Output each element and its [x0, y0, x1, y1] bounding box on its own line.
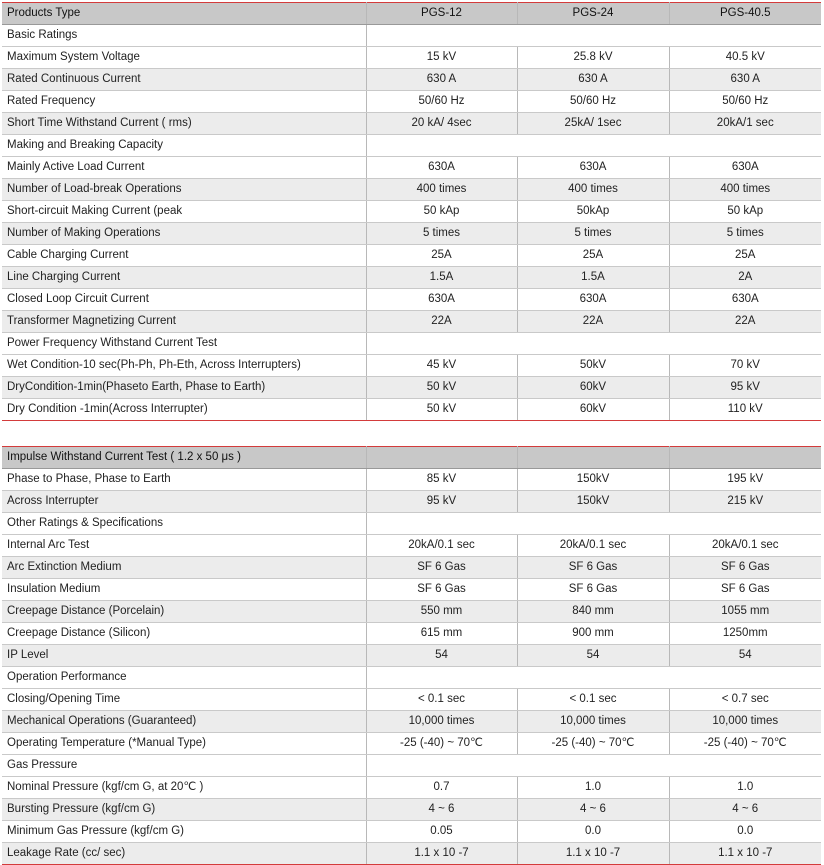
row-value-cell: 20 kA/ 4sec: [366, 113, 517, 135]
section-blank-cell: [366, 25, 821, 47]
row-value-cell: 400 times: [517, 179, 669, 201]
row-value-cell: 0.05: [366, 821, 517, 843]
row-value-cell: 54: [517, 645, 669, 667]
row-value-cell: 630 A: [517, 69, 669, 91]
row-value-cell: SF 6 Gas: [517, 557, 669, 579]
row-value-cell: 2A: [669, 267, 821, 289]
section-blank-cell: [366, 755, 821, 777]
row-label-cell: Internal Arc Test: [2, 535, 366, 557]
row-value-cell: 20kA/1 sec: [669, 113, 821, 135]
row-label-cell: Number of Load-break Operations: [2, 179, 366, 201]
row-value-cell: 25A: [669, 245, 821, 267]
row-label-cell: Phase to Phase, Phase to Earth: [2, 469, 366, 491]
table-row: [2, 733, 821, 755]
table-row: [2, 711, 821, 733]
row-value-cell: 1.1 x 10 -7: [669, 843, 821, 865]
row-label-cell: Mainly Active Load Current: [2, 157, 366, 179]
table-row: [2, 311, 821, 333]
row-value-cell: 630A: [517, 289, 669, 311]
section-label-cell: Gas Pressure: [2, 755, 366, 777]
row-value-cell: 630A: [669, 289, 821, 311]
row-label-cell: IP Level: [2, 645, 366, 667]
row-value-cell: 5 times: [517, 223, 669, 245]
table-row: [2, 535, 821, 557]
row-label-cell: Short-circuit Making Current (peak: [2, 201, 366, 223]
table-row: [2, 399, 821, 421]
table-row: [2, 645, 821, 667]
row-label-cell: Closed Loop Circuit Current: [2, 289, 366, 311]
row-value-cell: 400 times: [366, 179, 517, 201]
row-value-cell: 10,000 times: [669, 711, 821, 733]
row-value-cell: SF 6 Gas: [669, 557, 821, 579]
row-value-cell: 0.0: [517, 821, 669, 843]
table-row: [2, 821, 821, 843]
spec-table-top: [2, 2, 821, 421]
row-value-cell: 50 kV: [366, 399, 517, 421]
table-row: [2, 469, 821, 491]
row-value-cell: -25 (-40) ~ 70℃: [669, 733, 821, 755]
row-value-cell: 50/60 Hz: [366, 91, 517, 113]
row-value-cell: < 0.1 sec: [517, 689, 669, 711]
table-row: [2, 69, 821, 91]
row-value-cell: 0.0: [669, 821, 821, 843]
row-label-cell: Short Time Withstand Current ( rms): [2, 113, 366, 135]
row-value-cell: 10,000 times: [366, 711, 517, 733]
section-label-cell: Basic Ratings: [2, 25, 366, 47]
row-value-cell: 4 ~ 6: [669, 799, 821, 821]
row-value-cell: 400 times: [669, 179, 821, 201]
table-row: [2, 113, 821, 135]
table-row: [2, 157, 821, 179]
row-label-cell: Rated Frequency: [2, 91, 366, 113]
row-value-cell: 150kV: [517, 491, 669, 513]
row-value-cell: 22A: [517, 311, 669, 333]
header-model-cell: [669, 447, 821, 469]
row-value-cell: 5 times: [669, 223, 821, 245]
row-value-cell: 5 times: [366, 223, 517, 245]
row-value-cell: 70 kV: [669, 355, 821, 377]
row-value-cell: 110 kV: [669, 399, 821, 421]
table-row: [2, 355, 821, 377]
header-label-cell: Products Type: [2, 3, 366, 25]
row-value-cell: 20kA/0.1 sec: [517, 535, 669, 557]
row-value-cell: 25kA/ 1sec: [517, 113, 669, 135]
row-value-cell: -25 (-40) ~ 70℃: [366, 733, 517, 755]
row-value-cell: 630A: [366, 289, 517, 311]
row-value-cell: 50 kAp: [669, 201, 821, 223]
section-row: [2, 135, 821, 157]
header-model-cell: PGS-40.5: [669, 3, 821, 25]
row-value-cell: < 0.1 sec: [366, 689, 517, 711]
row-label-cell: Cable Charging Current: [2, 245, 366, 267]
row-value-cell: 60kV: [517, 399, 669, 421]
section-blank-cell: [366, 513, 821, 535]
section-row: [2, 667, 821, 689]
table-header-row: [2, 447, 821, 469]
row-value-cell: SF 6 Gas: [366, 557, 517, 579]
row-value-cell: 20kA/0.1 sec: [366, 535, 517, 557]
row-value-cell: SF 6 Gas: [517, 579, 669, 601]
row-value-cell: 630A: [669, 157, 821, 179]
table-row: [2, 579, 821, 601]
row-value-cell: 15 kV: [366, 47, 517, 69]
row-value-cell: 550 mm: [366, 601, 517, 623]
section-blank-cell: [366, 333, 821, 355]
table-row: [2, 91, 821, 113]
table-row: [2, 623, 821, 645]
row-value-cell: 50/60 Hz: [669, 91, 821, 113]
table-row: [2, 223, 821, 245]
table-row: [2, 491, 821, 513]
row-value-cell: 40.5 kV: [669, 47, 821, 69]
row-value-cell: 22A: [366, 311, 517, 333]
row-label-cell: Line Charging Current: [2, 267, 366, 289]
row-value-cell: 1.0: [517, 777, 669, 799]
row-label-cell: Number of Making Operations: [2, 223, 366, 245]
row-label-cell: Dry Condition -1min(Across Interrupter): [2, 399, 366, 421]
row-label-cell: Rated Continuous Current: [2, 69, 366, 91]
row-label-cell: Operating Temperature (*Manual Type): [2, 733, 366, 755]
section-row: [2, 25, 821, 47]
row-value-cell: 630 A: [669, 69, 821, 91]
row-value-cell: 10,000 times: [517, 711, 669, 733]
row-label-cell: Creepage Distance (Porcelain): [2, 601, 366, 623]
row-value-cell: -25 (-40) ~ 70℃: [517, 733, 669, 755]
row-label-cell: DryCondition-1min(Phaseto Earth, Phase to Earth): [2, 377, 366, 399]
row-label-cell: Maximum System Voltage: [2, 47, 366, 69]
row-value-cell: 95 kV: [669, 377, 821, 399]
row-value-cell: 25A: [366, 245, 517, 267]
spec-table-bottom-body: [2, 447, 821, 865]
row-value-cell: 1.5A: [517, 267, 669, 289]
row-value-cell: 630A: [366, 157, 517, 179]
table-row: [2, 267, 821, 289]
section-blank-cell: [366, 667, 821, 689]
section-label-cell: Making and Breaking Capacity: [2, 135, 366, 157]
row-value-cell: 0.7: [366, 777, 517, 799]
row-value-cell: 50 kV: [366, 377, 517, 399]
table-row: [2, 179, 821, 201]
spec-table-top-body: [2, 3, 821, 421]
table-row: [2, 601, 821, 623]
row-value-cell: 900 mm: [517, 623, 669, 645]
table-row: [2, 777, 821, 799]
section-blank-cell: [366, 135, 821, 157]
row-label-cell: Wet Condition-10 sec(Ph-Ph, Ph-Eth, Across Interrupters): [2, 355, 366, 377]
row-value-cell: 1250mm: [669, 623, 821, 645]
row-value-cell: 195 kV: [669, 469, 821, 491]
row-value-cell: SF 6 Gas: [669, 579, 821, 601]
header-model-cell: [517, 447, 669, 469]
row-label-cell: Closing/Opening Time: [2, 689, 366, 711]
row-label-cell: Across Interrupter: [2, 491, 366, 513]
row-label-cell: Arc Extinction Medium: [2, 557, 366, 579]
row-label-cell: Minimum Gas Pressure (kgf/cm G): [2, 821, 366, 843]
row-value-cell: 60kV: [517, 377, 669, 399]
section-row: [2, 513, 821, 535]
table-row: [2, 377, 821, 399]
row-label-cell: Mechanical Operations (Guaranteed): [2, 711, 366, 733]
table-row: [2, 689, 821, 711]
header-model-cell: PGS-24: [517, 3, 669, 25]
section-label-cell: Power Frequency Withstand Current Test: [2, 333, 366, 355]
row-label-cell: Bursting Pressure (kgf/cm G): [2, 799, 366, 821]
row-value-cell: 54: [669, 645, 821, 667]
row-value-cell: 630A: [517, 157, 669, 179]
table-row: [2, 843, 821, 865]
row-label-cell: Leakage Rate (cc/ sec): [2, 843, 366, 865]
row-value-cell: 615 mm: [366, 623, 517, 645]
row-value-cell: 85 kV: [366, 469, 517, 491]
section-label-cell: Operation Performance: [2, 667, 366, 689]
table-row: [2, 289, 821, 311]
row-value-cell: 50kAp: [517, 201, 669, 223]
row-value-cell: 150kV: [517, 469, 669, 491]
table-row: [2, 799, 821, 821]
table-row: [2, 47, 821, 69]
row-value-cell: 25A: [517, 245, 669, 267]
row-value-cell: < 0.7 sec: [669, 689, 821, 711]
row-value-cell: 1.0: [669, 777, 821, 799]
row-label-cell: Insulation Medium: [2, 579, 366, 601]
row-label-cell: Creepage Distance (Silicon): [2, 623, 366, 645]
header-model-cell: [366, 447, 517, 469]
row-value-cell: 1055 mm: [669, 601, 821, 623]
row-value-cell: 1.1 x 10 -7: [517, 843, 669, 865]
row-label-cell: Transformer Magnetizing Current: [2, 311, 366, 333]
table-row: [2, 557, 821, 579]
spec-table-bottom: [2, 446, 821, 865]
row-value-cell: 20kA/0.1 sec: [669, 535, 821, 557]
section-row: [2, 333, 821, 355]
row-value-cell: 1.5A: [366, 267, 517, 289]
table-header-row: [2, 3, 821, 25]
row-value-cell: SF 6 Gas: [366, 579, 517, 601]
row-value-cell: 1.1 x 10 -7: [366, 843, 517, 865]
row-value-cell: 95 kV: [366, 491, 517, 513]
row-value-cell: 54: [366, 645, 517, 667]
row-value-cell: 22A: [669, 311, 821, 333]
row-value-cell: 215 kV: [669, 491, 821, 513]
row-value-cell: 840 mm: [517, 601, 669, 623]
row-value-cell: 50 kAp: [366, 201, 517, 223]
row-value-cell: 4 ~ 6: [517, 799, 669, 821]
row-label-cell: Nominal Pressure (kgf/cm G, at 20℃ ): [2, 777, 366, 799]
row-value-cell: 45 kV: [366, 355, 517, 377]
table-row: [2, 245, 821, 267]
row-value-cell: 50kV: [517, 355, 669, 377]
row-value-cell: 4 ~ 6: [366, 799, 517, 821]
header-label-cell: Impulse Withstand Current Test ( 1.2 x 50 μs ): [2, 447, 366, 469]
section-row: [2, 755, 821, 777]
row-value-cell: 50/60 Hz: [517, 91, 669, 113]
header-model-cell: PGS-12: [366, 3, 517, 25]
table-row: [2, 201, 821, 223]
row-value-cell: 630 A: [366, 69, 517, 91]
section-label-cell: Other Ratings & Specifications: [2, 513, 366, 535]
row-value-cell: 25.8 kV: [517, 47, 669, 69]
